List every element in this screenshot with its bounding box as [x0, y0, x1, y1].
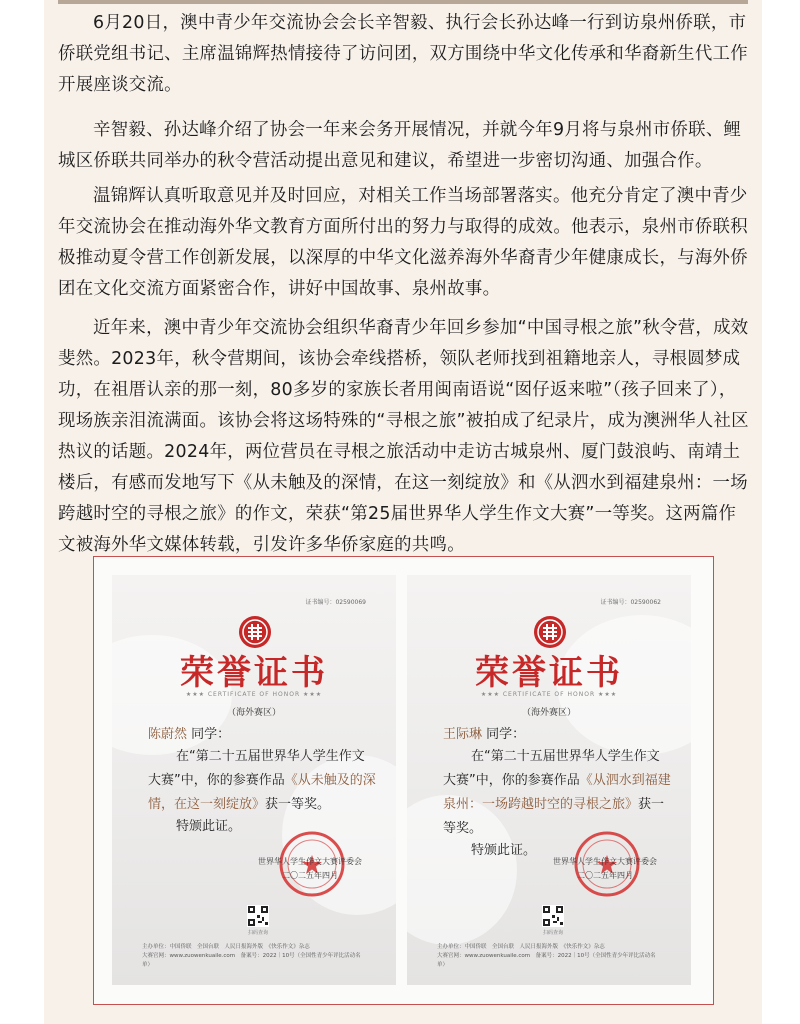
footer-line: 大赛官网：www.zuowenkuaile.com 备案号：2022｜10号（全国性青少年评比活动名单）: [142, 953, 361, 968]
qr-code-icon: [542, 905, 564, 927]
article-paragraph: 近年来，澳中青少年交流协会组织华裔青少年回乡参加“中国寻根之旅”秋令营，成效斐然。2023年，秋令营期间，该协会牵线搭桥，领队老师找到祖籍地亲人，寻根圆梦成功，在祖厝认亲的那一刻，80多岁的家族长者用闽南语说“囡仔返来啦”（孩子回来了），现场族亲泪流满面。该协会将这场特殊的“寻根之旅”被拍成了纪录片，成为澳洲华人社区热议的话题。2024年，两位营员在寻根之旅活动中走访古城泉州、厦门鼓浪屿、南靖土楼后，有感而发地写下《从未触及的深情，在这一刻绽放》和《从泗水到福建泉州：一场跨越时空的寻根之旅》的作文，荣获“第25届世界华人学生作文大赛”一等奖。这两篇作文被海外华文媒体转载，引发许多华侨家庭的共鸣。: [58, 318, 749, 555]
certificate-card: [407, 575, 691, 985]
certificate-date: 二〇二五年四月: [577, 871, 633, 880]
article-paragraph: 6月20日，澳中青少年交流协会会长辛智毅、执行会长孙达峰一行到访泉州侨联，市侨联党组书记、主席温锦辉热情接待了访问团，双方围绕中华文化传承和华裔新生代工作开展座谈交流。: [58, 13, 748, 95]
article-paragraph: 辛智毅、孙达峰介绍了协会一年来会务开展情况，并就今年9月将与泉州市侨联、鲤城区侨联共同举办的秋令营活动提出意见和建议，希望进一步密切沟通、加强合作。: [58, 120, 742, 171]
certificate-footer: [142, 943, 366, 970]
certificate-body: [148, 745, 376, 817]
certificate-card: [112, 575, 396, 985]
certificate-number: 证书编号：02590069: [305, 599, 366, 606]
qr-label: 扫码查询: [542, 930, 563, 936]
certificate-organizer: [240, 855, 380, 883]
certificate-region: （海外赛区）: [521, 708, 576, 718]
certificate-body: [443, 745, 671, 841]
certificate-special: 特颁此证。: [176, 819, 242, 834]
qr-code-icon: [247, 905, 269, 927]
certificate-date: 二〇二五年四月: [282, 871, 338, 880]
footer-line: 主办单位：中国侨联 全国台联 人民日报海外版 《快乐作文》杂志: [142, 944, 310, 950]
organizer-name: 世界华人学生作文大赛评委会: [553, 857, 657, 866]
body-suffix: 获一等奖。: [443, 797, 665, 836]
certificate-subtitle: ★★★ CERTIFICATE OF HONOR ★★★: [480, 691, 618, 698]
certificate-number: 证书编号：02590062: [600, 599, 661, 606]
work-title: 《从未触及的深情，在这一刻绽放》: [148, 773, 376, 812]
work-title: 《从泗水到福建泉州：一场跨越时空的寻根之旅》: [443, 773, 671, 812]
certificate-region: （海外赛区）: [226, 708, 281, 718]
footer-line: 主办单位：中国侨联 全国台联 人民日报海外版 《快乐作文》杂志: [437, 944, 605, 950]
certificate-title: 荣誉证书: [475, 653, 623, 693]
certificate-special: 特颁此证。: [471, 843, 537, 858]
recipient-name: 陈蔚然: [148, 727, 188, 742]
certificate-title: 荣誉证书: [180, 653, 328, 693]
image-bottom-edge: [58, 0, 748, 4]
emblem-icon: [238, 615, 272, 649]
organizer-name: 世界华人学生作文大赛评委会: [258, 857, 362, 866]
certificate-recipient: [443, 723, 525, 742]
certificate-footer: [437, 943, 661, 970]
body-suffix: 获一等奖。: [265, 797, 331, 812]
qr-label: 扫码查询: [247, 930, 268, 936]
recipient-name: 王际琳: [443, 727, 483, 742]
emblem-icon: [533, 615, 567, 649]
body-prefix: 在“第二十五届世界华人学生作文大赛”中，你的参赛作品: [443, 749, 660, 788]
article-paragraph: 温锦辉认真听取意见并及时回应，对相关工作当场部署落实。他充分肯定了澳中青少年交流协会在推动海外华文教育方面所付出的努力与取得的成效。他表示，泉州市侨联积极推动夏令营工作创新发展，以深厚的中华文化滋养海外华裔青少年健康成长，与海外侨团在文化交流方面紧密合作，讲好中国故事、泉州故事。: [58, 186, 748, 299]
salutation: 同学：: [187, 727, 231, 742]
certificate-organizer: [535, 855, 675, 883]
certificates-figure[interactable]: [93, 556, 714, 1005]
certificate-subtitle: ★★★ CERTIFICATE OF HONOR ★★★: [185, 691, 323, 698]
body-prefix: 在“第二十五届世界华人学生作文大赛”中，你的参赛作品: [148, 749, 365, 788]
certificate-recipient: [148, 723, 230, 742]
footer-line: 大赛官网：www.zuowenkuaile.com 备案号：2022｜10号（全国性青少年评比活动名单）: [437, 953, 656, 968]
salutation: 同学：: [482, 727, 526, 742]
